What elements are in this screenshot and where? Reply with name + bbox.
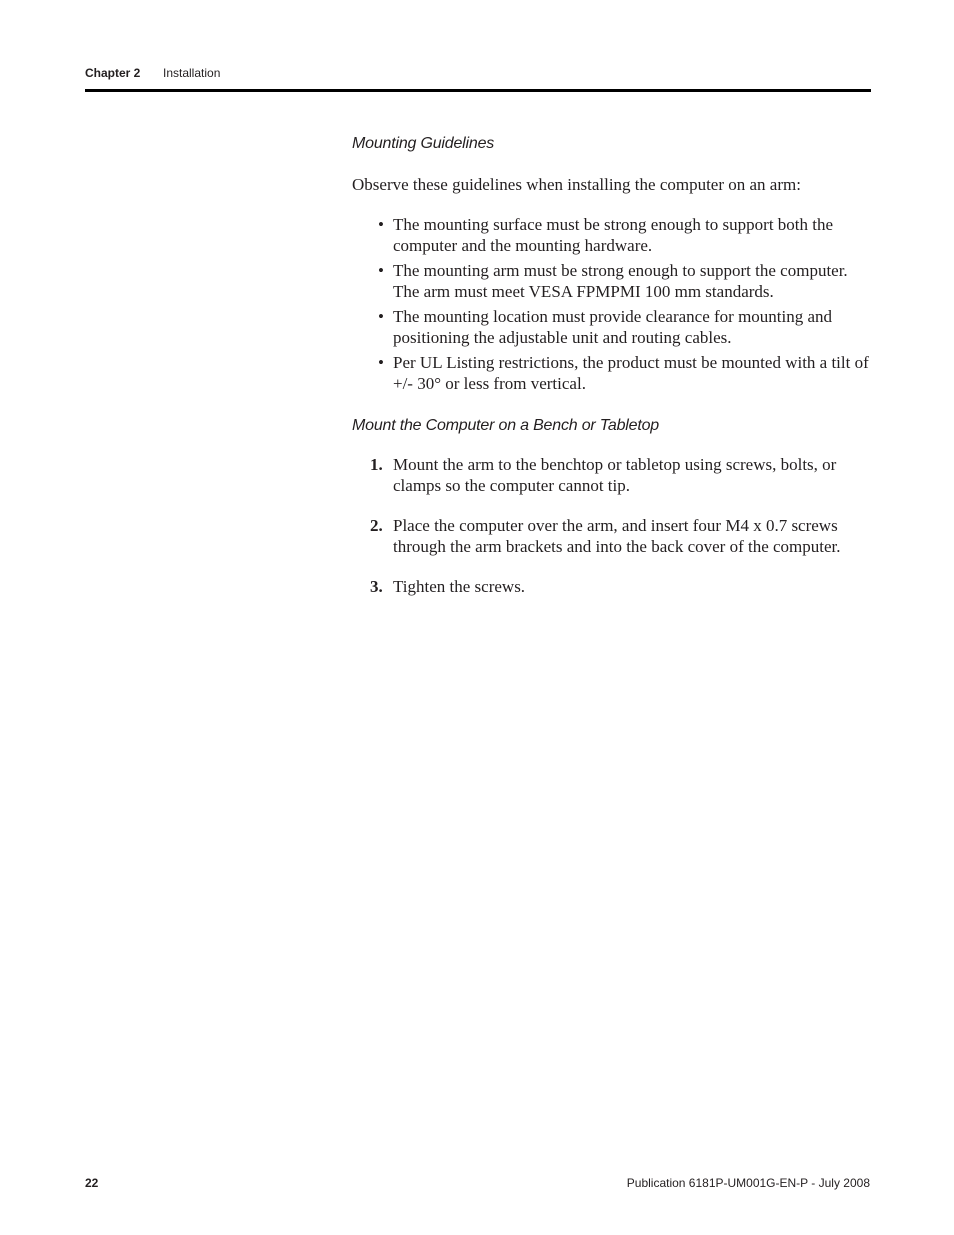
list-item bbox=[352, 260, 874, 302]
bullet-icon: • bbox=[378, 353, 384, 372]
step-item bbox=[352, 515, 874, 557]
step-item bbox=[352, 454, 874, 496]
header-rule bbox=[85, 89, 871, 92]
section-heading-mounting-guidelines: Mounting Guidelines bbox=[352, 135, 495, 152]
steps-list bbox=[352, 454, 874, 597]
step-text: Place the computer over the arm, and insert four M4 x 0.7 screws through the arm brackets and into the back cover of the computer. bbox=[393, 516, 841, 556]
running-header bbox=[85, 66, 220, 80]
list-item bbox=[352, 306, 874, 348]
chapter-title: Installation bbox=[163, 66, 221, 80]
step-number: 1. bbox=[370, 455, 383, 474]
list-item-text: The mounting location must provide clearance for mounting and positioning the adjustable unit and routing cables. bbox=[393, 307, 833, 347]
list-item-text: Per UL Listing restrictions, the product must be mounted with a tilt of +/- 30° or less from vertical. bbox=[393, 353, 869, 393]
bullet-icon: • bbox=[378, 307, 384, 326]
step-number: 2. bbox=[370, 516, 383, 535]
section-heading-mount-computer: Mount the Computer on a Bench or Tabletop bbox=[352, 417, 659, 434]
list-item bbox=[352, 214, 874, 256]
publication-info: Publication 6181P-UM001G-EN-P - July 2008 bbox=[626, 1176, 870, 1190]
list-item bbox=[352, 352, 874, 394]
step-text: Mount the arm to the benchtop or tabletop using screws, bolts, or clamps so the computer cannot tip. bbox=[393, 455, 837, 495]
step-text: Tighten the screws. bbox=[393, 577, 526, 596]
step-item bbox=[352, 576, 874, 597]
bullet-icon: • bbox=[378, 261, 384, 280]
list-item-text: The mounting surface must be strong enough to support both the computer and the mounting hardware. bbox=[393, 215, 834, 255]
chapter-label: Chapter 2 bbox=[85, 66, 141, 80]
page-content bbox=[352, 130, 874, 616]
step-number: 3. bbox=[370, 577, 383, 596]
guidelines-list bbox=[352, 214, 874, 394]
bullet-icon: • bbox=[378, 215, 384, 234]
intro-paragraph: Observe these guidelines when installing the computer on an arm: bbox=[352, 175, 801, 194]
page-number: 22 bbox=[85, 1176, 99, 1190]
list-item-text: The mounting arm must be strong enough to support the computer. The arm must meet VESA FPMPMI 100 mm standards. bbox=[393, 261, 848, 301]
